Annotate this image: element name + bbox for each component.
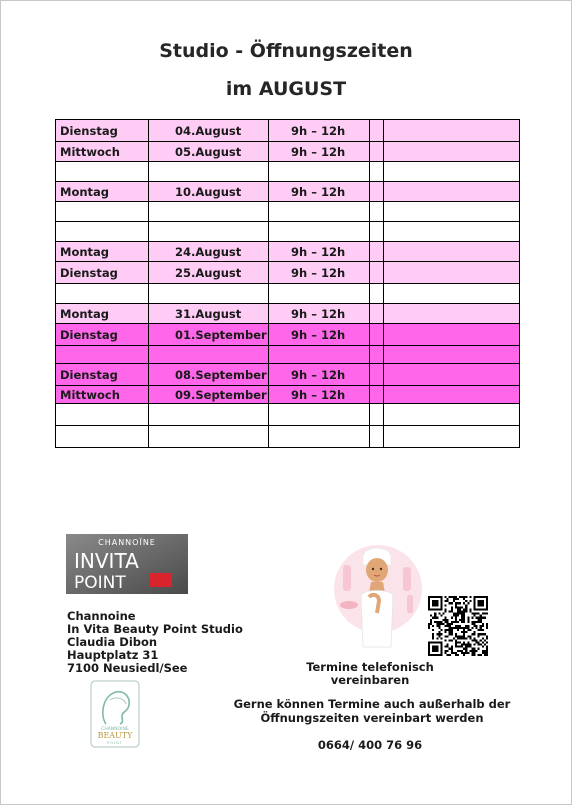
date-cell xyxy=(149,426,269,448)
address-line: Channoine xyxy=(67,609,136,623)
phone-number: 0664/ 400 76 96 xyxy=(317,738,423,752)
day-cell: Dienstag xyxy=(56,120,149,142)
schedule-row xyxy=(56,202,520,222)
beauty-brand: CHANNOINE xyxy=(101,727,129,732)
day-cell: Dienstag xyxy=(56,262,149,284)
time-cell: 9h – 12h xyxy=(269,364,370,386)
time-cell: 9h – 12h xyxy=(269,142,370,162)
time-cell: 9h – 12h xyxy=(269,242,370,262)
notes-cell xyxy=(384,142,520,162)
schedule-row xyxy=(56,426,520,448)
day-cell: Mittwoch xyxy=(56,386,149,404)
qr-code xyxy=(428,596,488,656)
date-cell: 04.August xyxy=(149,120,269,142)
schedule-row xyxy=(56,364,520,386)
day-cell: Montag xyxy=(56,304,149,324)
day-cell: Mittwoch xyxy=(56,142,149,162)
schedule-row xyxy=(56,284,520,304)
date-cell: 05.August xyxy=(149,142,269,162)
spacer-cell xyxy=(370,324,384,346)
address-block xyxy=(67,610,243,675)
date-cell xyxy=(149,346,269,364)
date-cell xyxy=(149,222,269,242)
time-cell xyxy=(269,202,370,222)
notes-cell xyxy=(384,346,520,364)
time-cell: 9h – 12h xyxy=(269,120,370,142)
date-cell xyxy=(149,202,269,222)
schedule-row xyxy=(56,182,520,202)
notes-cell xyxy=(384,262,520,284)
day-cell xyxy=(56,346,149,364)
notes-cell xyxy=(384,324,520,346)
date-cell: 31.August xyxy=(149,304,269,324)
logo-point-text: POINT xyxy=(74,573,126,593)
logo-brand: CHANNOÏNE xyxy=(98,538,156,547)
day-cell xyxy=(56,426,149,448)
termine-text-2: vereinbaren xyxy=(330,673,410,687)
page-subtitle: im AUGUST xyxy=(225,78,347,100)
day-cell: Dienstag xyxy=(56,364,149,386)
time-cell: 9h – 12h xyxy=(269,386,370,404)
day-cell: Montag xyxy=(56,242,149,262)
spacer-cell xyxy=(370,346,384,364)
date-cell: 09.September xyxy=(149,386,269,404)
notes-cell xyxy=(384,162,520,182)
time-cell xyxy=(269,346,370,364)
spacer-cell xyxy=(370,364,384,386)
time-cell xyxy=(269,222,370,242)
invita-point-logo xyxy=(66,534,188,594)
time-cell: 9h – 12h xyxy=(269,262,370,284)
gerne-text-2: Öffnungszeiten vereinbart werden xyxy=(260,711,484,725)
time-cell: 9h – 12h xyxy=(269,324,370,346)
day-cell xyxy=(56,284,149,304)
spacer-cell xyxy=(370,284,384,304)
spacer-cell xyxy=(370,162,384,182)
date-cell: 25.August xyxy=(149,262,269,284)
notes-cell xyxy=(384,304,520,324)
time-cell: 9h – 12h xyxy=(269,304,370,324)
date-cell: 24.August xyxy=(149,242,269,262)
spacer-cell xyxy=(370,202,384,222)
schedule-row xyxy=(56,162,520,182)
day-cell: Dienstag xyxy=(56,324,149,346)
time-cell xyxy=(269,162,370,182)
schedule-row xyxy=(56,242,520,262)
spacer-cell xyxy=(370,426,384,448)
beauty-point-logo xyxy=(90,680,140,748)
notes-cell xyxy=(384,182,520,202)
notes-cell xyxy=(384,364,520,386)
time-cell xyxy=(269,404,370,426)
gerne-text: Gerne können Termine auch außerhalb der xyxy=(233,697,511,711)
date-cell: 08.September xyxy=(149,364,269,386)
notes-cell xyxy=(384,426,520,448)
page-title: Studio - Öffnungszeiten xyxy=(159,40,413,62)
logo-invita-text: INVITA xyxy=(74,549,139,573)
time-cell xyxy=(269,426,370,448)
spacer-cell xyxy=(370,304,384,324)
date-cell xyxy=(149,162,269,182)
time-cell: 9h – 12h xyxy=(269,182,370,202)
notes-cell xyxy=(384,284,520,304)
schedule-row xyxy=(56,346,520,364)
day-cell xyxy=(56,202,149,222)
address-line: Hauptplatz 31 xyxy=(67,648,159,662)
beauty-sub: POINT xyxy=(107,741,123,745)
day-cell xyxy=(56,222,149,242)
spacer-cell xyxy=(370,182,384,202)
date-cell: 01.September xyxy=(149,324,269,346)
date-cell xyxy=(149,404,269,426)
woman-towel-illustration xyxy=(333,543,423,655)
schedule-row xyxy=(56,386,520,404)
day-cell xyxy=(56,162,149,182)
address-line: Claudia Dibon xyxy=(67,635,158,649)
notes-cell xyxy=(384,222,520,242)
schedule-row xyxy=(56,262,520,284)
notes-cell xyxy=(384,242,520,262)
spacer-cell xyxy=(370,262,384,284)
spacer-cell xyxy=(370,404,384,426)
schedule-row xyxy=(56,404,520,426)
date-cell xyxy=(149,284,269,304)
beauty-word: BEAUTY xyxy=(97,731,133,740)
spacer-cell xyxy=(370,222,384,242)
spacer-cell xyxy=(370,142,384,162)
notes-cell xyxy=(384,404,520,426)
notes-cell xyxy=(384,386,520,404)
spacer-cell xyxy=(370,242,384,262)
time-cell xyxy=(269,284,370,304)
address-line: 7100 Neusiedl/See xyxy=(67,661,188,675)
schedule-row xyxy=(56,222,520,242)
schedule-table xyxy=(55,119,520,448)
logo-red-block xyxy=(150,573,172,587)
spacer-cell xyxy=(370,120,384,142)
address-line: In Vita Beauty Point Studio xyxy=(67,622,243,636)
day-cell xyxy=(56,404,149,426)
schedule-row xyxy=(56,120,520,142)
schedule-row xyxy=(56,324,520,346)
schedule-row xyxy=(56,142,520,162)
spacer-cell xyxy=(370,386,384,404)
day-cell: Montag xyxy=(56,182,149,202)
notes-cell xyxy=(384,202,520,222)
schedule-row xyxy=(56,304,520,324)
date-cell: 10.August xyxy=(149,182,269,202)
termine-text: Termine telefonisch xyxy=(306,660,434,674)
notes-cell xyxy=(384,120,520,142)
